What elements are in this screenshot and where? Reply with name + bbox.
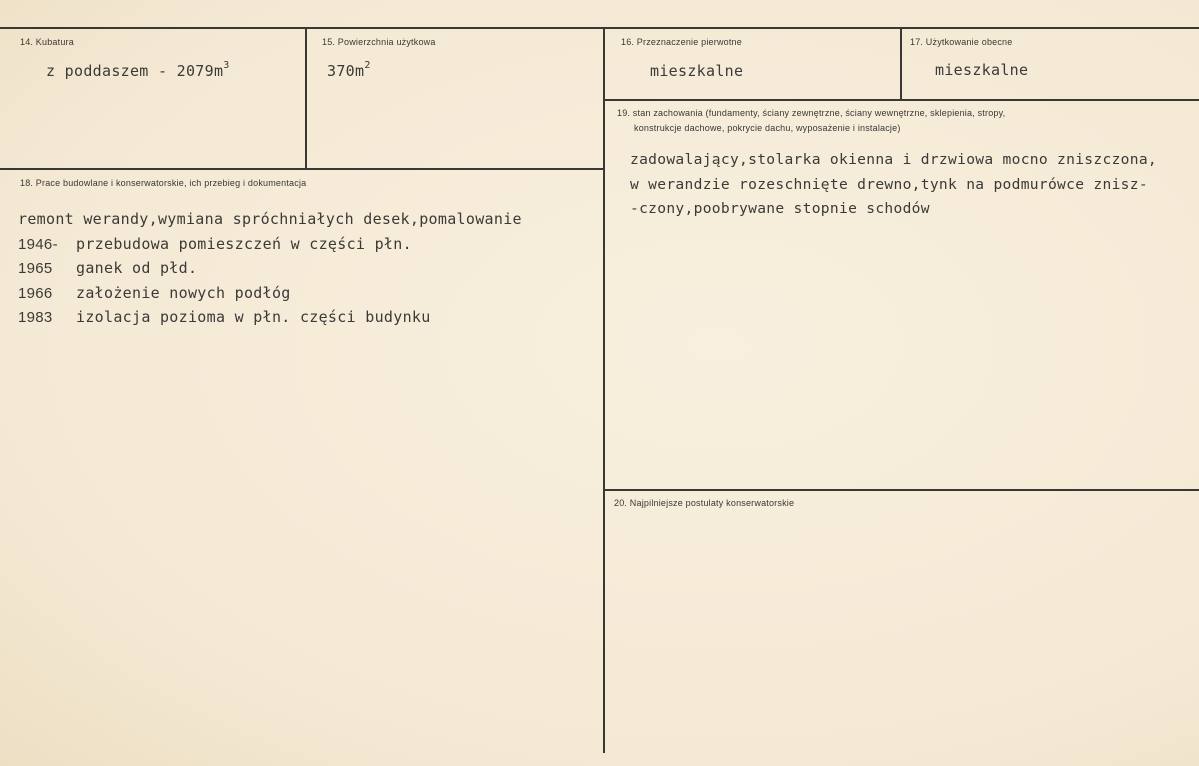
field-18-row (18, 281, 522, 306)
field-18-row (18, 305, 522, 330)
row-text: przebudowa pomieszczeń w części płn. (76, 234, 412, 253)
field-16-value: mieszkalne (650, 62, 744, 80)
field-15-label: 15. Powierzchnia użytkowa (322, 37, 436, 47)
field-17-value: mieszkalne (935, 61, 1029, 79)
row-text: założenie nowych podłóg (76, 283, 291, 302)
field-18-row (18, 232, 522, 257)
field-19-label: 19. stan zachowania (fundamenty, ściany zewnętrzne, ściany wewnętrzne, sklepienia, stropy, (617, 108, 1006, 118)
center-divider (603, 28, 605, 753)
divider-14-15 (305, 28, 307, 169)
row-text: ganek od płd. (76, 259, 198, 277)
row-year: 1965 (18, 260, 53, 277)
field-14-text: z poddaszem - 2079m (46, 62, 224, 80)
field-15-sup: 2 (364, 60, 371, 71)
row-year: 1966 (18, 284, 53, 302)
field-14-label: 14. Kubatura (20, 37, 74, 47)
field-19-label-cont: konstrukcje dachowe, pokrycie dachu, wyposażenie i instalacje) (634, 123, 901, 133)
field-19-line: zadowalający,stolarka okienna i drzwiowa mocno zniszczona, (630, 151, 1157, 168)
field-14-value (46, 62, 230, 80)
left-row-divider (0, 168, 605, 170)
row-year: 1983 (18, 309, 53, 326)
field-19-text (630, 148, 1157, 222)
field-17-label: 17. Użytkowanie obecne (910, 37, 1013, 47)
field-15-value (327, 62, 371, 80)
field-14-sup: 3 (223, 60, 230, 71)
right-lower-divider (604, 489, 1199, 491)
field-18-label: 18. Prace budowlane i konserwatorskie, ich przebieg i dokumentacja (20, 178, 307, 188)
field-19-line: w werandzie rozeschnięte drewno,tynk na podmurówce znisz- (630, 175, 1148, 193)
row-text: remont werandy,wymiana spróchniałych desek,pomalowanie (18, 210, 522, 228)
field-20-label: 20. Najpilniejsze postulaty konserwatorskie (614, 498, 795, 508)
field-16-label: 16. Przeznaczenie pierwotne (621, 37, 742, 47)
field-18-entries (18, 207, 522, 330)
top-border-line (0, 27, 1199, 29)
row-year: 1946- (18, 235, 58, 253)
divider-16-17 (900, 28, 902, 100)
field-18-row (18, 256, 522, 281)
field-19-line: -czony,poobrywane stopnie schodów (630, 200, 930, 217)
field-18-row (18, 207, 522, 232)
field-15-text: 370m (327, 62, 365, 80)
row-text: izolacja pozioma w płn. części budynku (76, 308, 431, 326)
